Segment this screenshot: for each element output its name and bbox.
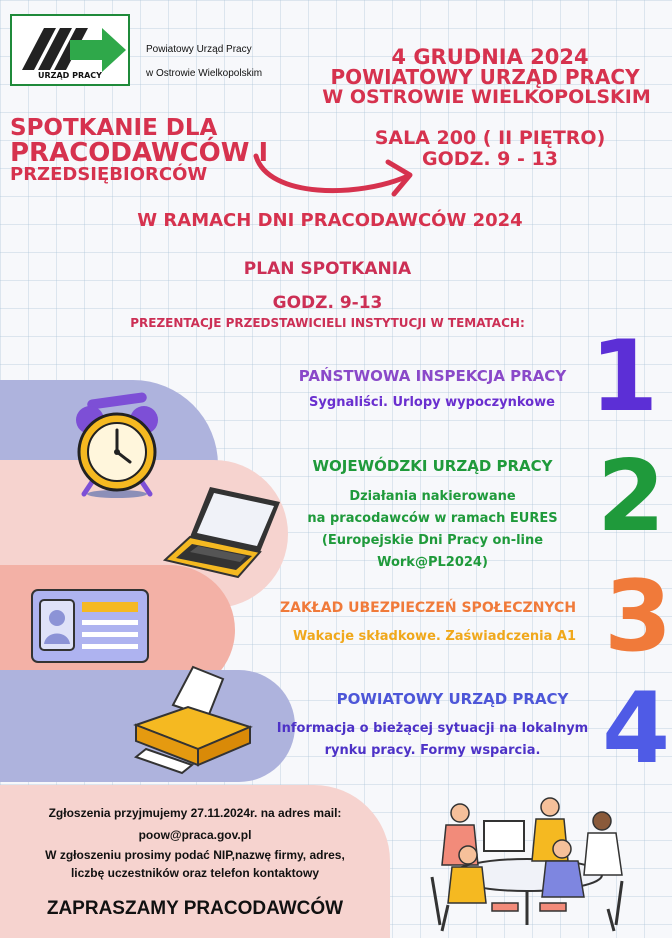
item-3-number: 3 bbox=[604, 560, 672, 674]
printer-icon bbox=[128, 665, 258, 775]
footer-cta: ZAPRASZAMY PRACODAWCÓW bbox=[46, 898, 344, 919]
item-2-topic-2: na pracodawców w ramach EURES bbox=[307, 511, 558, 526]
laptop-icon bbox=[160, 482, 290, 582]
org-name-line2: w Ostrowie Wielkopolskim bbox=[146, 68, 263, 79]
item-1-number: 1 bbox=[590, 320, 659, 434]
item-4-institution: POWIATOWY URZĄD PRACY bbox=[336, 690, 569, 708]
item-4-topic-2: rynku pracy. Formy wsparcia. bbox=[324, 743, 541, 758]
logo-text: URZĄD PRACY bbox=[38, 71, 102, 80]
event-room: SALA 200 ( II PIĘTRO) bbox=[374, 127, 606, 149]
alarm-clock-icon bbox=[62, 390, 172, 500]
event-venue-line1: POWIATOWY URZĄD PRACY bbox=[330, 65, 640, 89]
org-name-line1: Powiatowy Urząd Pracy bbox=[146, 44, 252, 55]
plan-hours: GODZ. 9-13 bbox=[272, 293, 383, 313]
item-2-institution: WOJEWÓDZKI URZĄD PRACY bbox=[312, 457, 553, 475]
subtitle: W RAMACH DNI PRACODAWCÓW 2024 bbox=[137, 210, 523, 231]
event-date: 4 GRUDNIA 2024 bbox=[391, 45, 589, 69]
event-venue-line2: W OSTROWIE WIELKOPOLSKIM bbox=[322, 86, 651, 108]
meeting-people-icon bbox=[412, 785, 642, 935]
green-arrow-logo-icon bbox=[14, 20, 130, 76]
item-2-number: 2 bbox=[597, 440, 666, 554]
id-card-icon bbox=[30, 588, 150, 664]
footer-line3: W zgłoszeniu prosimy podać NIP,nazwę firmy, adres, bbox=[45, 848, 345, 862]
item-3-institution: ZAKŁAD UBEZPIECZEŃ SPOŁECZNYCH bbox=[279, 600, 577, 616]
footer-line1: Zgłoszenia przyjmujemy 27.11.2024r. na adres mail: bbox=[48, 806, 342, 820]
event-hours: GODZ. 9 - 13 bbox=[422, 148, 558, 170]
item-4-topic-1: Informacja o bieżącej sytuacji na lokalnym bbox=[276, 721, 589, 736]
footer-email[interactable]: poow@praca.gov.pl bbox=[138, 828, 252, 842]
plan-heading: PLAN SPOTKANIA bbox=[243, 259, 412, 279]
item-4-number: 4 bbox=[602, 672, 671, 786]
plan-intro: PREZENTACJE PRZEDSTAWICIELI INSTYTUCJI W TEMATACH: bbox=[130, 316, 525, 330]
title-line1: SPOTKANIE DLA bbox=[10, 115, 218, 141]
title-line2: PRACODAWCÓW I bbox=[10, 138, 269, 168]
footer-line4: liczbę uczestników oraz telefon kontaktowy bbox=[70, 866, 320, 880]
item-3-topic: Wakacje składkowe. Zaświadczenia A1 bbox=[292, 629, 577, 644]
item-2-topic-4: Work@PL2024) bbox=[377, 555, 488, 570]
item-2-topic-3: (Europejskie Dni Pracy on-line bbox=[321, 533, 544, 548]
item-1-institution: PAŃSTWOWA INSPEKCJA PRACY bbox=[298, 367, 567, 385]
item-2-topic-1: Działania nakierowane bbox=[349, 489, 516, 504]
item-1-topic: Sygnaliści. Urlopy wypoczynkowe bbox=[309, 395, 555, 410]
title-line3: PRZEDSIĘBIORCÓW bbox=[10, 164, 208, 185]
logo bbox=[10, 14, 130, 86]
